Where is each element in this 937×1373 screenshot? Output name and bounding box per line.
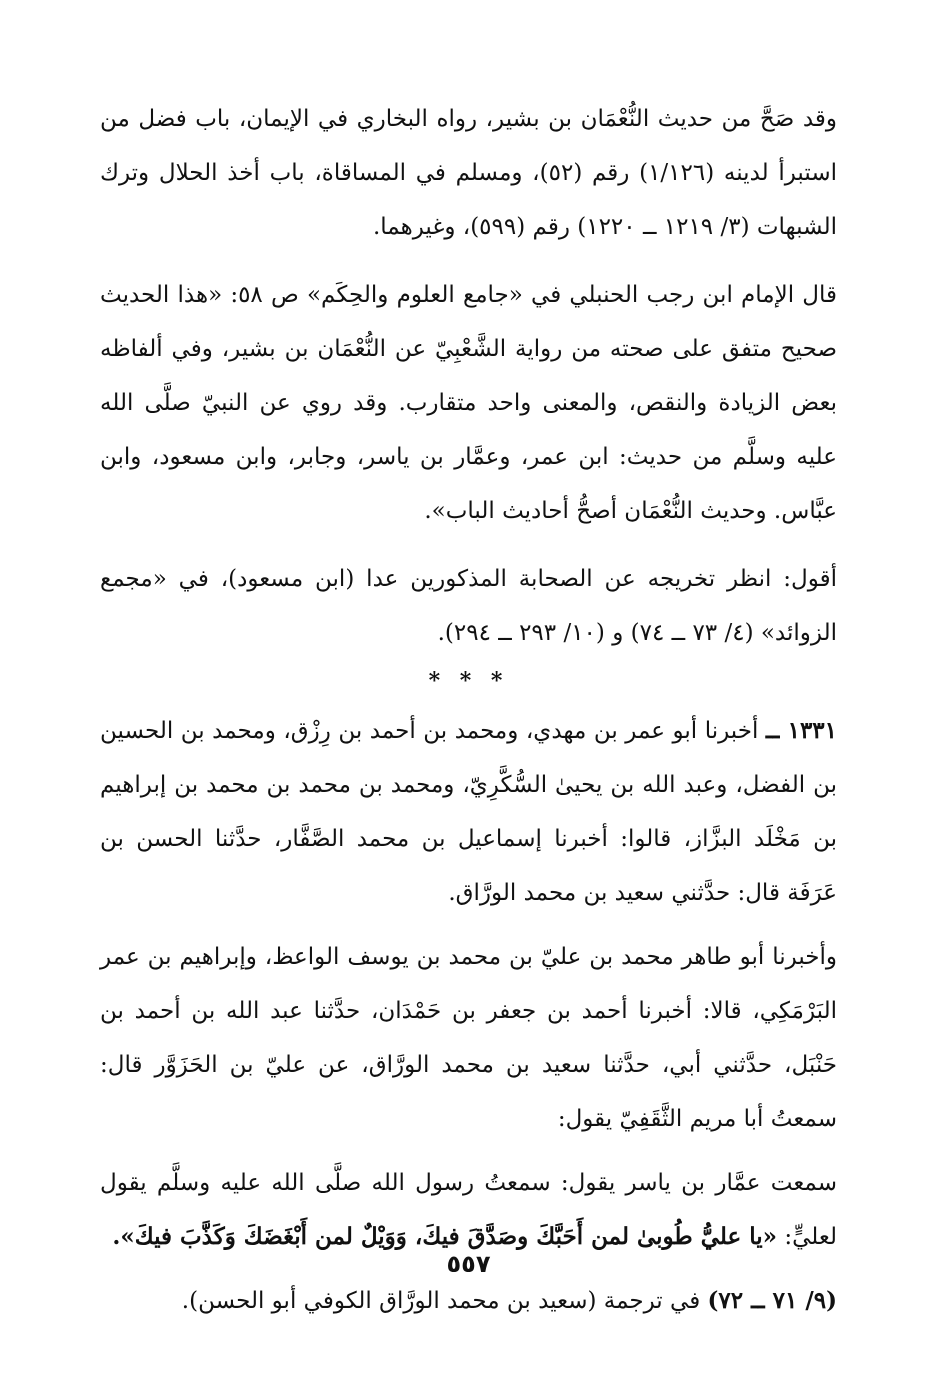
paragraph-hadith-isnad-1 <box>100 704 837 920</box>
paragraph-takhrij: وقد صَحَّ من حديث النُّعْمَان بن بشير، رواه البخاري في الإيمان، باب فضل من استبرأ لدينه (١/١٢٦) رقم (٥٢)، ومسلم في المساقاة، باب أخذ الحلال وترك الشبهات (٣/ ١٢١٩ ــ ١٢٢٠) رقم (٥٩٩)، وغيرهما. <box>100 106 837 240</box>
matn-intro: سمعت عمَّار بن ياسر يقول: سمعتُ رسول الله صلَّى الله عليه وسلَّم يقول لعليٍّ: <box>100 1170 837 1250</box>
paragraph-hadith-isnad-2: وأخبرنا أبو طاهر محمد بن عليّ بن محمد بن يوسف الواعظ، وإبراهيم بن عمر البَرْمَكِي، قالا: أخبرنا أحمد بن جعفر بن حَمْدَان، حدَّثنا عبد الله بن أحمد بن حَنْبَل، حدَّثني أبي، حدَّثنا سعيد بن محمد الورَّاق، عن عليّ بن الحَزَوَّر قال: سمعتُ أبا مريم الثَّقَفِيّ يقول: <box>100 944 837 1132</box>
page-body <box>100 92 837 1328</box>
page-number: ٥٥٧ <box>446 1250 491 1278</box>
volume-page-reference: (٩/ ٧١ ــ ٧٢) <box>707 1287 837 1314</box>
paragraph-reference <box>100 1274 837 1328</box>
hadith-number: ١٣٣١ ــ <box>765 717 838 744</box>
paragraph-hadith-matn <box>100 1156 837 1264</box>
paragraph-ibn-rajab-quote: قال الإمام ابن رجب الحنبلي في «جامع العلوم والحِكَم» ص ٥٨: «هذا الحديث صحيح متفق على صحته من رواية الشَّعْبِيّ عن النُّعْمَان بن بشير، وفي ألفاظه بعض الزيادة والنقص، والمعنى واحد متقارب. وقد روي عن النبيّ صلَّى الله عليه وسلَّم من حديث: ابن عمر، وعمَّار بن ياسر، وجابر، وابن مسعود، وابن عبَّاس. وحديث النُّعْمَان أصحُّ أحاديث الباب». <box>100 282 837 524</box>
section-separator: * * * <box>428 668 509 694</box>
matn-quote: «يا عليُّ طُوبىٰ لمن أَحَبَّكَ وصَدَّقَ فيكَ، وَوَيْلٌ لمن أَبْغَضَكَ وَكَذَّبَ فيكَ». <box>112 1223 778 1250</box>
isnad-text-1: أخبرنا أبو عمر بن مهدي، ومحمد بن أحمد بن رِزْق، ومحمد بن الحسين بن الفضل، وعبد الله بن يحيىٰ السُّكَّرِيّ، ومحمد بن محمد بن محمد بن إبراهيم بن مَخْلَد البزَّاز، قالوا: أخبرنا إسماعيل بن محمد الصَّفَّار، حدَّثنا الحسن بن عَرَفَة قال: حدَّثني سعيد بن محمد الورَّاق. <box>100 718 837 906</box>
reference-text: في ترجمة (سعيد بن محمد الورَّاق الكوفي أبو الحسن). <box>181 1288 701 1314</box>
paragraph-aqul: أقول: انظر تخريجه عن الصحابة المذكورين عدا (ابن مسعود)، في «مجمع الزوائد» (٤/ ٧٣ ــ ٧٤) و (١٠/ ٢٩٣ ــ ٢٩٤). <box>100 566 837 646</box>
